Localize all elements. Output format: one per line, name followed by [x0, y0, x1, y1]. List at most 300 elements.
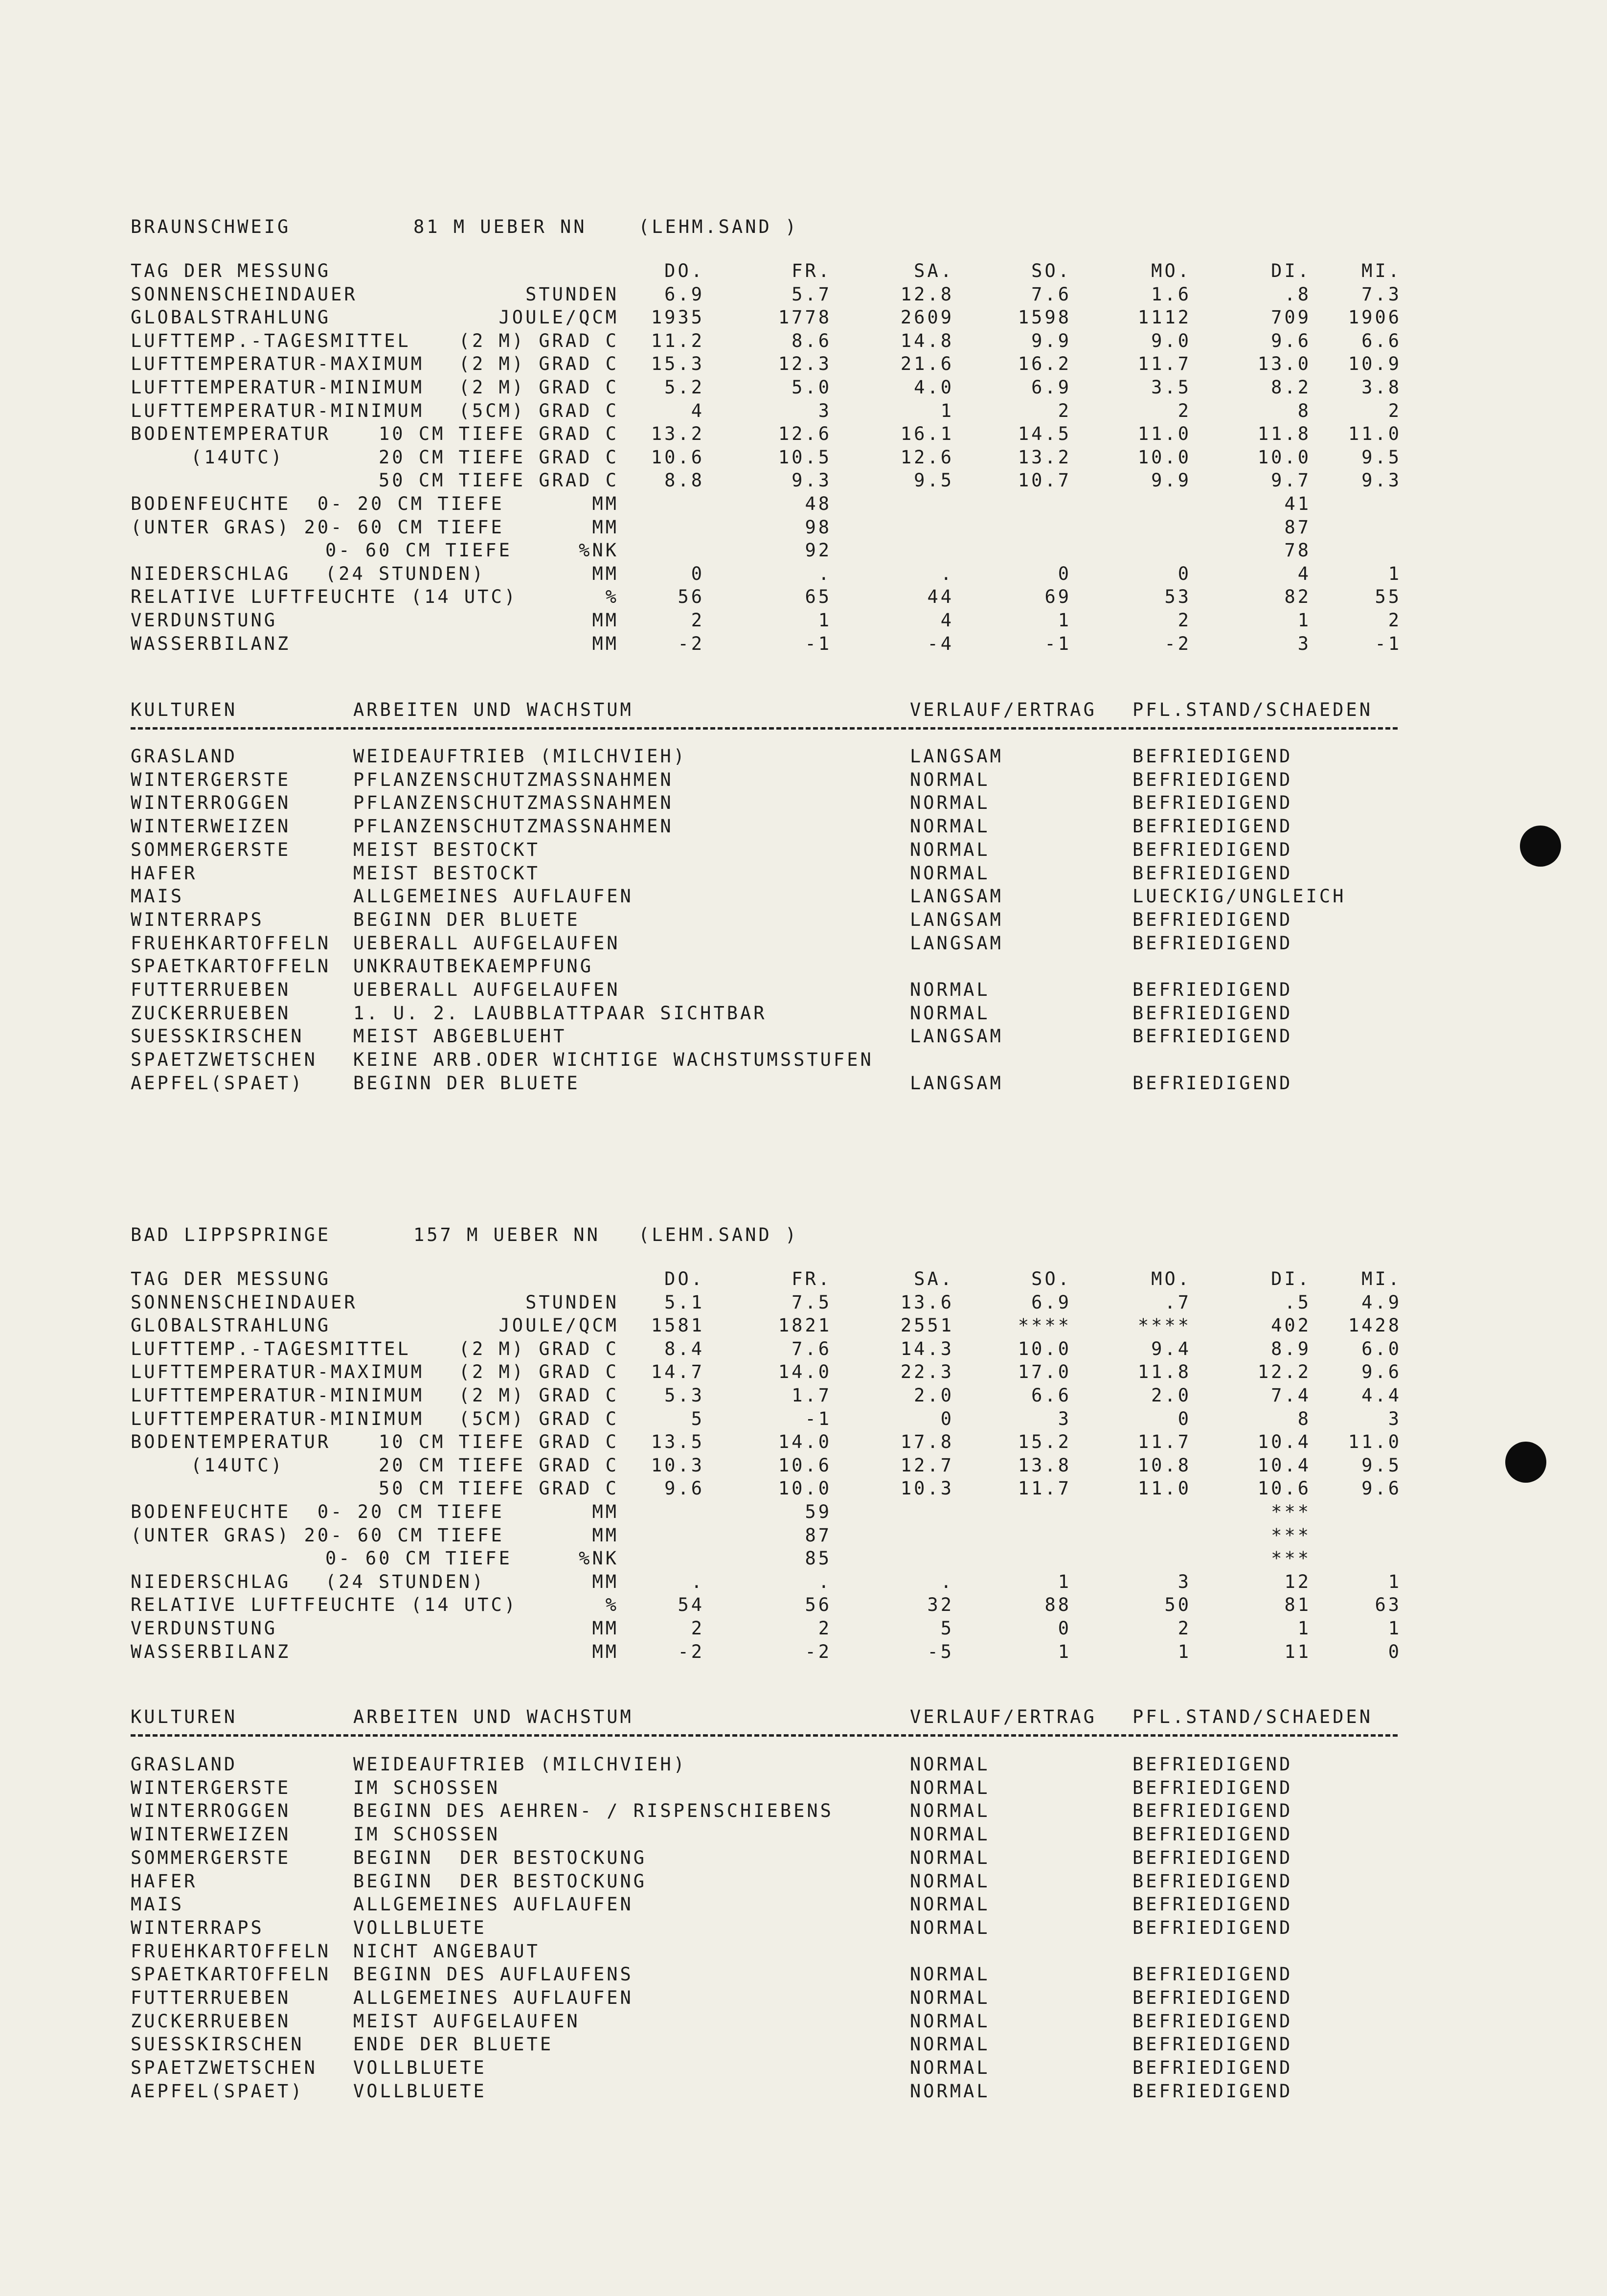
measurement-unit: % — [605, 586, 619, 607]
culture-work: VOLLBLUETE — [353, 2081, 487, 2102]
day-header: MO. — [1151, 1268, 1191, 1289]
culture-name: SPAETZWETSCHEN — [131, 2057, 317, 2078]
measurement-value: 8 — [1297, 400, 1311, 421]
culture-work: UEBERALL AUFGELAUFEN — [353, 979, 620, 1000]
measurement-value: 1 — [1058, 610, 1071, 631]
measurement-value: 1581 — [651, 1315, 704, 1336]
measurement-unit: 50 CM TIEFE GRAD C — [379, 1478, 619, 1499]
measurement-value: 2 — [1388, 610, 1402, 631]
measurement-value: 53 — [1164, 586, 1191, 607]
culture-status: BEFRIEDIGEND — [1132, 1847, 1293, 1868]
measurement-value: 8 — [1297, 1408, 1311, 1429]
measurement-value: 11.0 — [1348, 423, 1402, 444]
culture-name: MAIS — [131, 886, 184, 907]
culture-status: BEFRIEDIGEND — [1132, 1003, 1293, 1024]
measurement-value: 9.6 — [1271, 330, 1311, 351]
measurement-value: 56 — [678, 586, 704, 607]
measurement-value: 3 — [1388, 1408, 1402, 1429]
measurement-value: 14.8 — [900, 330, 954, 351]
culture-progress: NORMAL — [910, 2081, 990, 2102]
measurement-value: 2 — [1177, 1618, 1191, 1639]
culture-work: MEIST BESTOCKT — [353, 863, 540, 884]
culture-name: FRUEHKARTOFFELN — [131, 933, 331, 954]
measurement-label: LUFTTEMP.-TAGESMITTEL — [131, 330, 411, 351]
measurement-value: 0 — [1388, 1641, 1402, 1662]
measurement-value: . — [940, 563, 954, 584]
measurement-value: 1112 — [1137, 307, 1191, 328]
measurement-value: 4.0 — [914, 377, 954, 398]
measurement-value: 11.2 — [651, 330, 704, 351]
measurement-value: 15.3 — [651, 353, 704, 374]
measurement-value: 5 — [940, 1618, 954, 1639]
measurement-unit: MM — [592, 517, 619, 538]
measurement-unit: 20 CM TIEFE GRAD C — [379, 1455, 619, 1476]
measurement-unit: %NK — [579, 1548, 619, 1569]
culture-status: BEFRIEDIGEND — [1132, 1777, 1293, 1798]
culture-work: WEIDEAUFTRIEB (MILCHVIEH) — [353, 1754, 687, 1775]
culture-name: HAFER — [131, 863, 198, 884]
measurement-value: 10.9 — [1348, 353, 1402, 374]
day-header: FR. — [792, 1268, 832, 1289]
culture-progress: NORMAL — [910, 2057, 990, 2078]
measurement-value: 11 — [1284, 1641, 1311, 1662]
culture-work: BEGINN DES AEHREN- / RISPENSCHIEBENS — [353, 1800, 834, 1821]
measurement-value: 92 — [805, 540, 832, 561]
culture-status: BEFRIEDIGEND — [1132, 2081, 1293, 2102]
measurement-value: 16.2 — [1018, 353, 1071, 374]
measurement-unit: MM — [592, 610, 619, 631]
measurement-value: 8.8 — [664, 470, 704, 491]
culture-name: GRASLAND — [131, 1754, 238, 1775]
measurement-value: 11.0 — [1348, 1431, 1402, 1452]
measurement-value: 3.8 — [1361, 377, 1402, 398]
measurement-value: 1 — [818, 610, 832, 631]
measurement-label: NIEDERSCHLAG — [131, 1571, 291, 1592]
measurement-value: 16.1 — [900, 423, 954, 444]
day-header: FR. — [792, 260, 832, 281]
measurement-value: 65 — [805, 586, 832, 607]
measurement-unit: STUNDEN — [525, 1292, 619, 1313]
measurement-label: VERDUNSTUNG — [131, 610, 278, 631]
culture-name: AEPFEL(SPAET) — [131, 2081, 304, 2102]
days-label: TAG DER MESSUNG — [131, 260, 331, 281]
measurement-value: 9.5 — [914, 470, 954, 491]
day-header: MI. — [1361, 260, 1402, 281]
culture-status: BEFRIEDIGEND — [1132, 769, 1293, 790]
measurement-value: 0 — [940, 1408, 954, 1429]
measurement-value: 2 — [691, 610, 704, 631]
cultures-header-kulturen: KULTUREN — [131, 699, 238, 720]
culture-progress: NORMAL — [910, 1894, 990, 1915]
culture-status: BEFRIEDIGEND — [1132, 1917, 1293, 1938]
culture-progress: NORMAL — [910, 1847, 990, 1868]
cultures-header-verlauf: VERLAUF/ERTRAG — [910, 699, 1097, 720]
measurement-value: 98 — [805, 517, 832, 538]
measurement-unit: (2 M) GRAD C — [458, 1361, 619, 1382]
measurement-value: 55 — [1375, 586, 1402, 607]
measurement-value: 5.3 — [664, 1385, 704, 1406]
station-name: BAD LIPPSPRINGE — [131, 1224, 331, 1245]
culture-status: BEFRIEDIGEND — [1132, 2034, 1293, 2055]
measurement-label: LUFTTEMPERATUR-MAXIMUM — [131, 1361, 425, 1382]
culture-name: WINTERRAPS — [131, 909, 264, 930]
measurement-value: . — [691, 1571, 704, 1592]
culture-progress: NORMAL — [910, 1754, 990, 1775]
measurement-value: **** — [1018, 1315, 1071, 1336]
culture-work: ALLGEMEINES AUFLAUFEN — [353, 1987, 634, 2008]
measurement-value: 50 — [1164, 1594, 1191, 1615]
measurement-value: 9.5 — [1361, 1455, 1402, 1476]
measurement-value: 1428 — [1348, 1315, 1402, 1336]
culture-work: BEGINN DER BLUETE — [353, 909, 580, 930]
measurement-value: 12 — [1284, 1571, 1311, 1592]
culture-status: BEFRIEDIGEND — [1132, 1800, 1293, 1821]
measurement-value: 11.7 — [1018, 1478, 1071, 1499]
measurement-unit: (5CM) GRAD C — [458, 1408, 619, 1429]
measurement-value: . — [940, 1571, 954, 1592]
culture-name: ZUCKERRUEBEN — [131, 1003, 291, 1024]
measurement-value: -2 — [678, 633, 704, 654]
measurement-value: *** — [1271, 1501, 1311, 1522]
day-header: DO. — [664, 260, 704, 281]
measurement-label: LUFTTEMP.-TAGESMITTEL — [131, 1338, 411, 1359]
measurement-label: WASSERBILANZ — [131, 633, 291, 654]
measurement-value: 32 — [927, 1594, 954, 1615]
measurement-value: -4 — [927, 633, 954, 654]
day-header: DO. — [664, 1268, 704, 1289]
measurement-value: 709 — [1271, 307, 1311, 328]
measurement-value: 5.0 — [792, 377, 832, 398]
culture-progress: NORMAL — [910, 979, 990, 1000]
measurement-value: 10.6 — [651, 447, 704, 468]
measurement-value: 14.0 — [778, 1361, 832, 1382]
station-name: BRAUNSCHWEIG — [131, 216, 291, 237]
culture-status: BEFRIEDIGEND — [1132, 816, 1293, 837]
measurement-value: 0 — [1177, 563, 1191, 584]
measurement-value: -1 — [805, 633, 832, 654]
culture-status: BEFRIEDIGEND — [1132, 746, 1293, 767]
measurement-unit: MM — [592, 1501, 619, 1522]
measurement-value: 2 — [1388, 400, 1402, 421]
culture-name: SOMMERGERSTE — [131, 1847, 291, 1868]
culture-work: IM SCHOSSEN — [353, 1777, 500, 1798]
measurement-unit: STUNDEN — [525, 284, 619, 305]
measurement-value: 82 — [1284, 586, 1311, 607]
measurement-label: LUFTTEMPERATUR-MINIMUM — [131, 1408, 425, 1429]
culture-progress: NORMAL — [910, 1003, 990, 1024]
measurement-value: 10.3 — [651, 1455, 704, 1476]
measurement-value: 13.2 — [1018, 447, 1071, 468]
measurement-value: 6.6 — [1361, 330, 1402, 351]
culture-progress: NORMAL — [910, 1871, 990, 1892]
measurement-value: 2 — [1058, 400, 1071, 421]
culture-progress: NORMAL — [910, 1987, 990, 2008]
measurement-value: 1 — [1058, 1641, 1071, 1662]
culture-progress: NORMAL — [910, 1777, 990, 1798]
culture-progress: LANGSAM — [910, 1073, 1003, 1094]
measurement-value: 13.6 — [900, 1292, 954, 1313]
measurement-value: 8.6 — [792, 330, 832, 351]
measurement-value: -1 — [1375, 633, 1402, 654]
culture-progress: LANGSAM — [910, 886, 1003, 907]
culture-progress: NORMAL — [910, 769, 990, 790]
culture-name: WINTERWEIZEN — [131, 816, 291, 837]
culture-name: SPAETKARTOFFELN — [131, 1964, 331, 1985]
measurement-value: 0 — [691, 563, 704, 584]
measurement-label: BODENFEUCHTE 0- 20 CM TIEFE — [131, 1501, 504, 1522]
measurement-unit: (2 M) GRAD C — [458, 377, 619, 398]
day-header: SO. — [1031, 260, 1071, 281]
measurement-value: 1.6 — [1151, 284, 1191, 305]
measurement-value: 5 — [691, 1408, 704, 1429]
culture-name: WINTERROGGEN — [131, 792, 291, 813]
measurement-label: NIEDERSCHLAG — [131, 563, 291, 584]
measurement-value: 6.9 — [664, 284, 704, 305]
culture-status: BEFRIEDIGEND — [1132, 792, 1293, 813]
measurement-unit: (2 M) GRAD C — [458, 1338, 619, 1359]
measurement-value: 9.6 — [664, 1478, 704, 1499]
measurement-value: 87 — [1284, 517, 1311, 538]
measurement-value: 2 — [818, 1618, 832, 1639]
measurement-value: 56 — [805, 1594, 832, 1615]
measurement-value: 6.6 — [1031, 1385, 1071, 1406]
measurement-unit: MM — [592, 1641, 619, 1662]
measurement-value: . — [818, 1571, 832, 1592]
culture-name: SUESSKIRSCHEN — [131, 2034, 304, 2055]
measurement-label: GLOBALSTRAHLUNG — [131, 307, 331, 328]
measurement-label: (14UTC) — [191, 447, 284, 468]
culture-status: BEFRIEDIGEND — [1132, 1754, 1293, 1775]
measurement-unit: MM — [592, 1525, 619, 1546]
culture-work: ALLGEMEINES AUFLAUFEN — [353, 1894, 634, 1915]
measurement-value: 1821 — [778, 1315, 832, 1336]
measurement-value: 10.4 — [1257, 1431, 1311, 1452]
measurement-value: 9.9 — [1031, 330, 1071, 351]
measurement-label: RELATIVE LUFTFEUCHTE (14 UTC) — [131, 1594, 518, 1615]
culture-name: FUTTERRUEBEN — [131, 979, 291, 1000]
day-header: MO. — [1151, 260, 1191, 281]
measurement-unit: (2 M) GRAD C — [458, 353, 619, 374]
culture-name: SPAETKARTOFFELN — [131, 956, 331, 977]
measurement-value: -5 — [927, 1641, 954, 1662]
culture-name: WINTERWEIZEN — [131, 1824, 291, 1845]
culture-work: BEGINN DER BLUETE — [353, 1073, 580, 1094]
culture-status: BEFRIEDIGEND — [1132, 1824, 1293, 1845]
measurement-value: 9.7 — [1271, 470, 1311, 491]
measurement-value: -1 — [805, 1408, 832, 1429]
measurement-unit: 10 CM TIEFE GRAD C — [379, 423, 619, 444]
culture-status: BEFRIEDIGEND — [1132, 839, 1293, 860]
measurement-label: LUFTTEMPERATUR-MINIMUM — [131, 400, 425, 421]
measurement-value: 3 — [818, 400, 832, 421]
measurement-unit: 20 CM TIEFE GRAD C — [379, 447, 619, 468]
culture-progress: NORMAL — [910, 792, 990, 813]
culture-progress: NORMAL — [910, 1964, 990, 1985]
culture-work: VOLLBLUETE — [353, 1917, 487, 1938]
measurement-label: 0- 60 CM TIEFE — [325, 540, 512, 561]
measurement-value: 2551 — [900, 1315, 954, 1336]
measurement-value: 2609 — [900, 307, 954, 328]
cultures-header-stand: PFL.STAND/SCHAEDEN — [1132, 699, 1373, 720]
measurement-value: 48 — [805, 493, 832, 514]
measurement-value: 11.0 — [1137, 1478, 1191, 1499]
measurement-label: RELATIVE LUFTFEUCHTE (14 UTC) — [131, 586, 518, 607]
culture-status: BEFRIEDIGEND — [1132, 1894, 1293, 1915]
culture-name: SUESSKIRSCHEN — [131, 1026, 304, 1047]
measurement-unit: % — [605, 1594, 619, 1615]
measurement-label: (UNTER GRAS) 20- 60 CM TIEFE — [131, 517, 504, 538]
station-elevation: 157 M UEBER NN — [413, 1224, 600, 1245]
measurement-value: 14.5 — [1018, 423, 1071, 444]
dashed-divider — [131, 727, 1398, 730]
measurement-value: 10.0 — [1018, 1338, 1071, 1359]
culture-work: BEGINN DER BESTOCKUNG — [353, 1847, 647, 1868]
culture-status: BEFRIEDIGEND — [1132, 1026, 1293, 1047]
measurement-value: 7.5 — [792, 1292, 832, 1313]
culture-work: UEBERALL AUFGELAUFEN — [353, 933, 620, 954]
measurement-value: 63 — [1375, 1594, 1402, 1615]
culture-status: BEFRIEDIGEND — [1132, 1987, 1293, 2008]
measurement-label: LUFTTEMPERATUR-MINIMUM — [131, 377, 425, 398]
measurement-value: 3 — [1297, 633, 1311, 654]
measurement-value: 10.8 — [1137, 1455, 1191, 1476]
culture-name: GRASLAND — [131, 746, 238, 767]
culture-name: WINTERROGGEN — [131, 1800, 291, 1821]
measurement-value: 11.8 — [1137, 1361, 1191, 1382]
dashed-divider — [131, 1734, 1398, 1737]
culture-work: IM SCHOSSEN — [353, 1824, 500, 1845]
measurement-value: 1598 — [1018, 307, 1071, 328]
measurement-value: 7.4 — [1271, 1385, 1311, 1406]
culture-progress: NORMAL — [910, 816, 990, 837]
culture-name: SOMMERGERSTE — [131, 839, 291, 860]
measurement-value: 1 — [1058, 1571, 1071, 1592]
measurement-value: 21.6 — [900, 353, 954, 374]
culture-status: BEFRIEDIGEND — [1132, 863, 1293, 884]
measurement-value: 13.5 — [651, 1431, 704, 1452]
measurement-label: LUFTTEMPERATUR-MINIMUM — [131, 1385, 425, 1406]
measurement-value: 9.4 — [1151, 1338, 1191, 1359]
measurement-value: 87 — [805, 1525, 832, 1546]
days-label: TAG DER MESSUNG — [131, 1268, 331, 1289]
measurement-value: -2 — [678, 1641, 704, 1662]
culture-progress: LANGSAM — [910, 909, 1003, 930]
culture-work: ENDE DER BLUETE — [353, 2034, 554, 2055]
measurement-value: 2 — [1177, 400, 1191, 421]
measurement-value: 10.6 — [778, 1455, 832, 1476]
measurement-value: .7 — [1164, 1292, 1191, 1313]
culture-progress: NORMAL — [910, 1824, 990, 1845]
culture-progress: LANGSAM — [910, 933, 1003, 954]
measurement-unit: %NK — [579, 540, 619, 561]
culture-name: ZUCKERRUEBEN — [131, 2011, 291, 2032]
station-elevation: 81 M UEBER NN — [413, 216, 587, 237]
measurement-value: 5.2 — [664, 377, 704, 398]
culture-progress: NORMAL — [910, 2011, 990, 2032]
measurement-unit: (2 M) GRAD C — [458, 330, 619, 351]
measurement-unit: JOULE/QCM — [498, 1315, 619, 1336]
measurement-value: 10.7 — [1018, 470, 1071, 491]
measurement-value: 2.0 — [1151, 1385, 1191, 1406]
culture-work: UNKRAUTBEKAEMPFUNG — [353, 956, 593, 977]
measurement-value: 81 — [1284, 1594, 1311, 1615]
station-soil: (LEHM.SAND ) — [638, 1224, 799, 1245]
measurement-value: 12.2 — [1257, 1361, 1311, 1382]
culture-status: BEFRIEDIGEND — [1132, 2057, 1293, 2078]
measurement-value: 13.8 — [1018, 1455, 1071, 1476]
measurement-label: LUFTTEMPERATUR-MAXIMUM — [131, 353, 425, 374]
measurement-value: 59 — [805, 1501, 832, 1522]
culture-work: PFLANZENSCHUTZMASSNAHMEN — [353, 769, 674, 790]
culture-work: MEIST BESTOCKT — [353, 839, 540, 860]
measurement-value: *** — [1271, 1525, 1311, 1546]
measurement-value: 8.9 — [1271, 1338, 1311, 1359]
measurement-label: BODENFEUCHTE 0- 20 CM TIEFE — [131, 493, 504, 514]
station-soil: (LEHM.SAND ) — [638, 216, 799, 237]
culture-work: WEIDEAUFTRIEB (MILCHVIEH) — [353, 746, 687, 767]
measurement-unit: JOULE/QCM — [498, 307, 619, 328]
measurement-value: *** — [1271, 1548, 1311, 1569]
culture-work: PFLANZENSCHUTZMASSNAHMEN — [353, 816, 674, 837]
measurement-value: 11.0 — [1137, 423, 1191, 444]
cultures-header-arbeiten: ARBEITEN UND WACHSTUM — [353, 699, 634, 720]
culture-progress: NORMAL — [910, 1917, 990, 1938]
culture-status: BEFRIEDIGEND — [1132, 1871, 1293, 1892]
measurement-value: 14.3 — [900, 1338, 954, 1359]
measurement-value: 7.6 — [1031, 284, 1071, 305]
measurement-value: 0 — [1177, 1408, 1191, 1429]
measurement-value: 6.0 — [1361, 1338, 1402, 1359]
measurement-value: 5.1 — [664, 1292, 704, 1313]
culture-progress: NORMAL — [910, 2034, 990, 2055]
measurement-value: 4 — [691, 400, 704, 421]
measurement-value: -1 — [1044, 633, 1071, 654]
day-header: SA. — [914, 1268, 954, 1289]
measurement-value: . — [818, 563, 832, 584]
punch-hole — [1520, 826, 1561, 867]
measurement-value: 14.7 — [651, 1361, 704, 1382]
measurement-value: 2.0 — [914, 1385, 954, 1406]
culture-name: FUTTERRUEBEN — [131, 1987, 291, 2008]
measurement-label: (UNTER GRAS) 20- 60 CM TIEFE — [131, 1525, 504, 1546]
measurement-value: 12.8 — [900, 284, 954, 305]
measurement-value: 9.3 — [792, 470, 832, 491]
measurement-value: .5 — [1284, 1292, 1311, 1313]
measurement-label: BODENTEMPERATUR — [131, 423, 331, 444]
culture-work: ALLGEMEINES AUFLAUFEN — [353, 886, 634, 907]
measurement-value: 4 — [940, 610, 954, 631]
day-header: DI. — [1271, 260, 1311, 281]
cultures-header-verlauf: VERLAUF/ERTRAG — [910, 1706, 1097, 1727]
measurement-unit: (5CM) GRAD C — [458, 400, 619, 421]
measurement-value: 1906 — [1348, 307, 1402, 328]
culture-status: BEFRIEDIGEND — [1132, 933, 1293, 954]
measurement-value: 5.7 — [792, 284, 832, 305]
culture-work: MEIST ABGEBLUEHT — [353, 1026, 567, 1047]
measurement-value: 10.6 — [1257, 1478, 1311, 1499]
measurement-value: 1 — [940, 400, 954, 421]
measurement-unit: MM — [592, 633, 619, 654]
measurement-value: 4.4 — [1361, 1385, 1402, 1406]
day-header: SA. — [914, 260, 954, 281]
measurement-value: 9.3 — [1361, 470, 1402, 491]
measurement-value: 6.9 — [1031, 377, 1071, 398]
measurement-label: 0- 60 CM TIEFE — [325, 1548, 512, 1569]
culture-name: HAFER — [131, 1871, 198, 1892]
cultures-header-stand: PFL.STAND/SCHAEDEN — [1132, 1706, 1373, 1727]
measurement-unit: MM — [592, 493, 619, 514]
measurement-value: 1 — [1177, 1641, 1191, 1662]
